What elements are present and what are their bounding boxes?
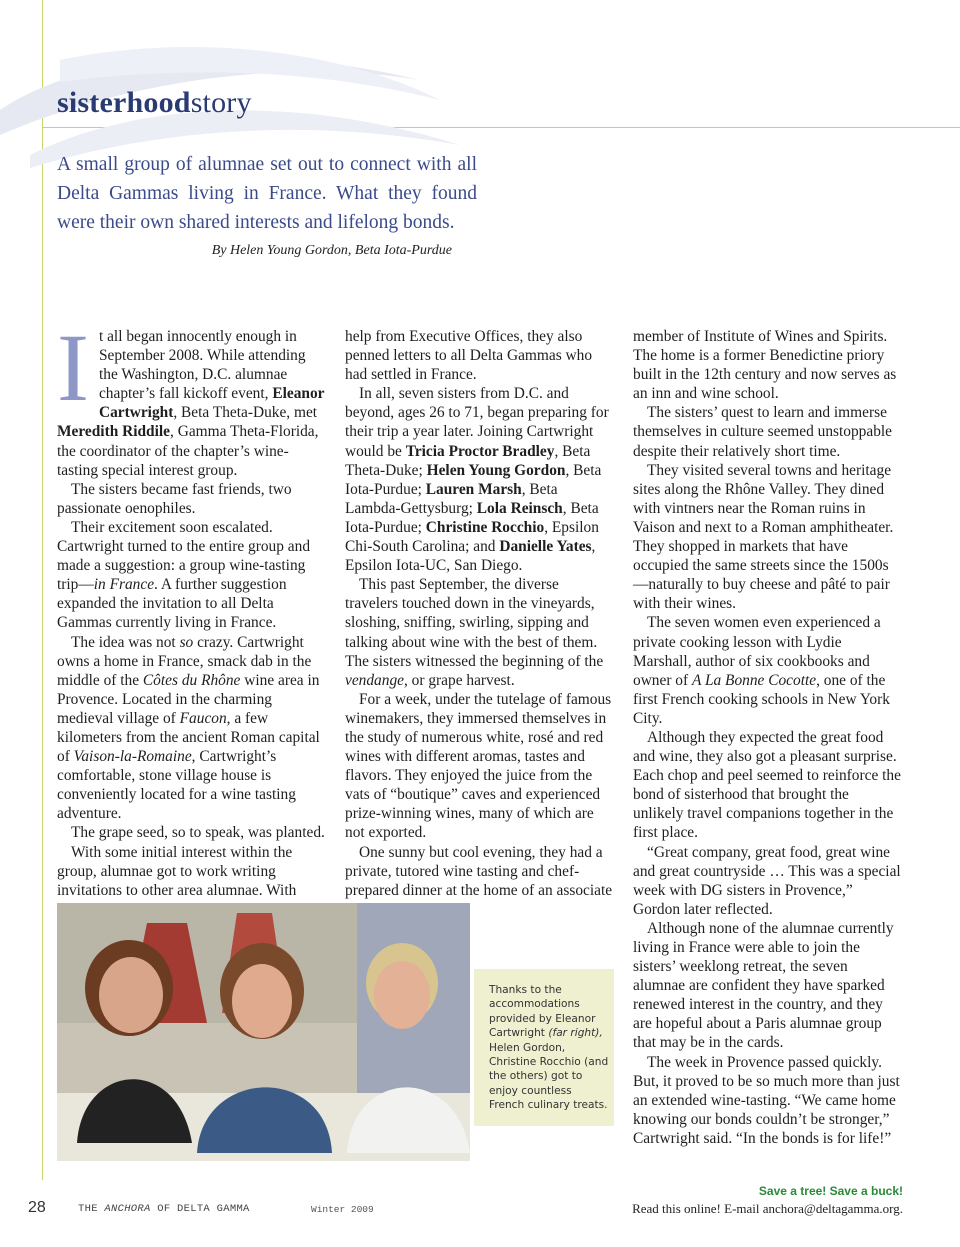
text-run: member of Institute of Wines and Spirits. The home is a former Benedictine priory built in the 12th century and now serves as an inn and wine school. — [633, 328, 897, 403]
text-run: help from Executive Offices, they also penned letters to all Delta Gammas who had settled in France. — [345, 328, 593, 384]
kicker-light: story — [190, 86, 252, 119]
text-run: They visited several towns and heritage sites along the Rhône Valley. They dined with vintners near the Roman ruins in Vaison and next to a Roman amphitheater. They shopped in markets that have occupied the same streets since the 1500s—naturally to buy cheese and pâté to pair with their wines. — [633, 461, 894, 613]
text-run: , Epsilon Chi-South Carolina; and — [345, 518, 599, 556]
text-run: With some initial interest within the group, alumnae got to work writing invitations to other area alumnae. With — [57, 843, 297, 899]
caption-italic: (far right), — [548, 1027, 603, 1040]
article-paragraph — [57, 518, 327, 633]
read-online-note: Read this online! E-mail anchora@deltagamma.org. — [632, 1201, 903, 1216]
text-run: One sunny but cool evening, they had a private, tutored wine tasting and chef-prepared dinner at the home of an associate — [345, 843, 613, 899]
member-name: Lola Reinsch — [476, 499, 563, 517]
member-name: Christine Rocchio — [425, 518, 545, 536]
text-run: , Beta Iota-Purdue; — [345, 461, 602, 498]
mag-title: ANCHORA — [104, 1203, 151, 1215]
text-run: , Beta Lambda-Gettysburg; — [345, 480, 558, 517]
text-run: Although they expected the great food and wine, they also got a pleasant surprise. Each chop and peel seemed to reinforce the bond of sisterhood that brought the unlikely travel companions together in the first place. — [633, 728, 901, 842]
article-paragraph — [345, 843, 615, 900]
save-tree-note: Save a tree! Save a buck! — [758, 1184, 903, 1198]
article-paragraph — [345, 690, 615, 843]
text-run: The idea was not — [71, 633, 180, 651]
photo-caption — [489, 983, 609, 1113]
text-run: The sisters became fast friends, two passionate oenophiles. — [57, 480, 292, 517]
article-paragraph — [633, 327, 903, 403]
margin-rule-vertical — [42, 0, 43, 1180]
magazine-title — [78, 1203, 250, 1215]
member-name: Danielle Yates — [499, 538, 592, 556]
caption-text-end: Helen Gordon, Christine Rocchio (and the others) got to enjoy countless French culinary treats. — [489, 1041, 609, 1112]
article-paragraph — [633, 919, 903, 1053]
text-run: , Beta Theta-Duke; — [345, 442, 591, 479]
article-paragraph — [633, 843, 903, 919]
text-run: , Beta Iota-Purdue; — [345, 499, 599, 536]
caption-text: Thanks to the accommodations provided by Eleanor Cartwright — [489, 984, 596, 1040]
issue-label: Winter 2009 — [311, 1204, 374, 1215]
text-run: , Epsilon Iota-UC, San Diego. — [345, 538, 596, 575]
text-run: , Beta Theta-Duke, met — [173, 404, 318, 422]
text-run: , or grape harvest. — [403, 671, 515, 689]
article-paragraph — [345, 327, 615, 384]
article-column-1 — [57, 314, 327, 900]
emphasis-text: Faucon — [179, 709, 227, 727]
text-run: “Great company, great food, great wine and great countryside … This was a special week with DG sisters in Provence,” Gordon later reflected. — [633, 843, 901, 918]
emphasis-text: Côtes du Rhône — [142, 671, 241, 689]
article-paragraph — [57, 314, 327, 480]
article-paragraph — [57, 480, 327, 518]
text-run: Their excitement soon escalated. Cartwright turned to the entire group and made a suggestion: a group wine-tasting trip— — [57, 518, 311, 594]
member-name: Eleanor Cartwright — [98, 385, 325, 422]
article-paragraph — [633, 1053, 903, 1148]
article-paragraph — [633, 403, 903, 460]
article-column-2 — [345, 327, 615, 900]
mag-suffix: OF DELTA GAMMA — [150, 1203, 250, 1215]
article-paragraph — [57, 843, 327, 900]
member-name: Tricia Proctor Bradley — [405, 442, 555, 460]
article-deck: A small group of alumnae set out to connect with all Delta Gammas living in France. What they found were their own shared interests and lifelong bonds. — [57, 154, 477, 233]
article-paragraph — [57, 823, 327, 842]
section-kicker — [57, 86, 252, 120]
text-run: The grape seed, so to speak, was planted. — [71, 824, 325, 842]
member-name: Helen Young Gordon — [426, 461, 566, 479]
emphasis-text: so — [179, 633, 194, 651]
group-photo — [57, 903, 470, 1161]
text-run: . A further suggestion expanded the invitation to all Delta Gammas currently living in France. — [57, 576, 287, 632]
emphasis-text: in France — [93, 576, 155, 594]
text-run: t all began innocently enough in September 2008. While attending the Washington, D.C. alumnae chapter’s fall kickoff event, — [98, 328, 306, 403]
member-name: Lauren Marsh — [425, 480, 522, 498]
text-run: The sisters’ quest to learn and immerse themselves in culture seemed unstoppable despite their relatively short time. — [633, 404, 893, 460]
text-run: Although none of the alumnae currently living in France were able to join the sisters’ weeklong retreat, the seven alumnae are confident they have sparked renewed interest in the country, and they are hopeful about a Paris alumnae group that may be in the cards. — [633, 919, 894, 1052]
article-column-3 — [633, 327, 903, 1148]
article-paragraph — [633, 728, 903, 843]
article-paragraph — [345, 384, 615, 575]
text-run: , Cartwright’s comfortable, stone village house is conveniently located for a wine tasting adventure. — [57, 748, 296, 823]
column-1-body — [57, 314, 327, 900]
emphasis-text: vendange — [345, 671, 404, 689]
article-paragraph — [345, 575, 615, 690]
text-run: The week in Provence passed quickly. But, it proved to be so much more than just an extended wine-tasting. “We came home knowing our bonds couldn’t be stronger,” Cartwright said. “In the bonds is for life!” — [633, 1053, 900, 1147]
text-run: The seven women even experienced a private cooking lesson with Lydie Marshall, author of six cookbooks and owner of — [633, 614, 881, 689]
text-run: For a week, under the tutelage of famous winemakers, they immersed themselves in the study of numerous white, rosé and red wines with different aromas, tastes and flavors. They enjoyed the juice from the vats of “boutique” caves and experienced prize-winning wines, many of which are not exported. — [345, 690, 612, 842]
kicker-bold: sisterhood — [57, 86, 191, 119]
article-paragraph — [57, 633, 327, 824]
column-3-body — [633, 327, 903, 1148]
text-run: In all, seven sisters from D.C. and beyond, ages 26 to 71, began preparing for their trip a year later. Joining Cartwright would be — [345, 385, 609, 460]
byline: By Helen Young Gordon, Beta Iota-Purdue — [211, 243, 452, 258]
emphasis-text: A La Bonne Cocotte — [691, 671, 817, 689]
column-2-body — [345, 327, 615, 900]
photo-illustration — [57, 903, 470, 1161]
text-run: , one of the first French cooking schools in New York City. — [633, 671, 890, 727]
mag-prefix: THE — [78, 1203, 105, 1215]
article-paragraph — [633, 613, 903, 728]
drop-cap: I — [57, 314, 89, 421]
text-run: This past September, the diverse travelers touched down in the vineyards, sloshing, sniffing, swirling, sipping and talking about wine with the best of them. The sisters witnessed the beginning of the — [345, 576, 604, 670]
text-run: crazy. Cartwright owns a home in France, smack dab in the middle of the — [57, 633, 312, 689]
page-number: 28 — [28, 1199, 46, 1216]
emphasis-text: Vaison-la-Romaine — [73, 748, 192, 766]
article-paragraph — [633, 461, 903, 614]
member-name: Meredith Riddile — [57, 423, 171, 441]
text-run: wine area in Provence. Located in the charming medieval village of — [57, 671, 320, 727]
text-run: , a few kilometers from the ancient Roman capital of — [57, 709, 320, 766]
text-run: , Gamma Theta-Florida, the coordinator of the chapter’s wine-tasting special interest group. — [57, 423, 319, 479]
